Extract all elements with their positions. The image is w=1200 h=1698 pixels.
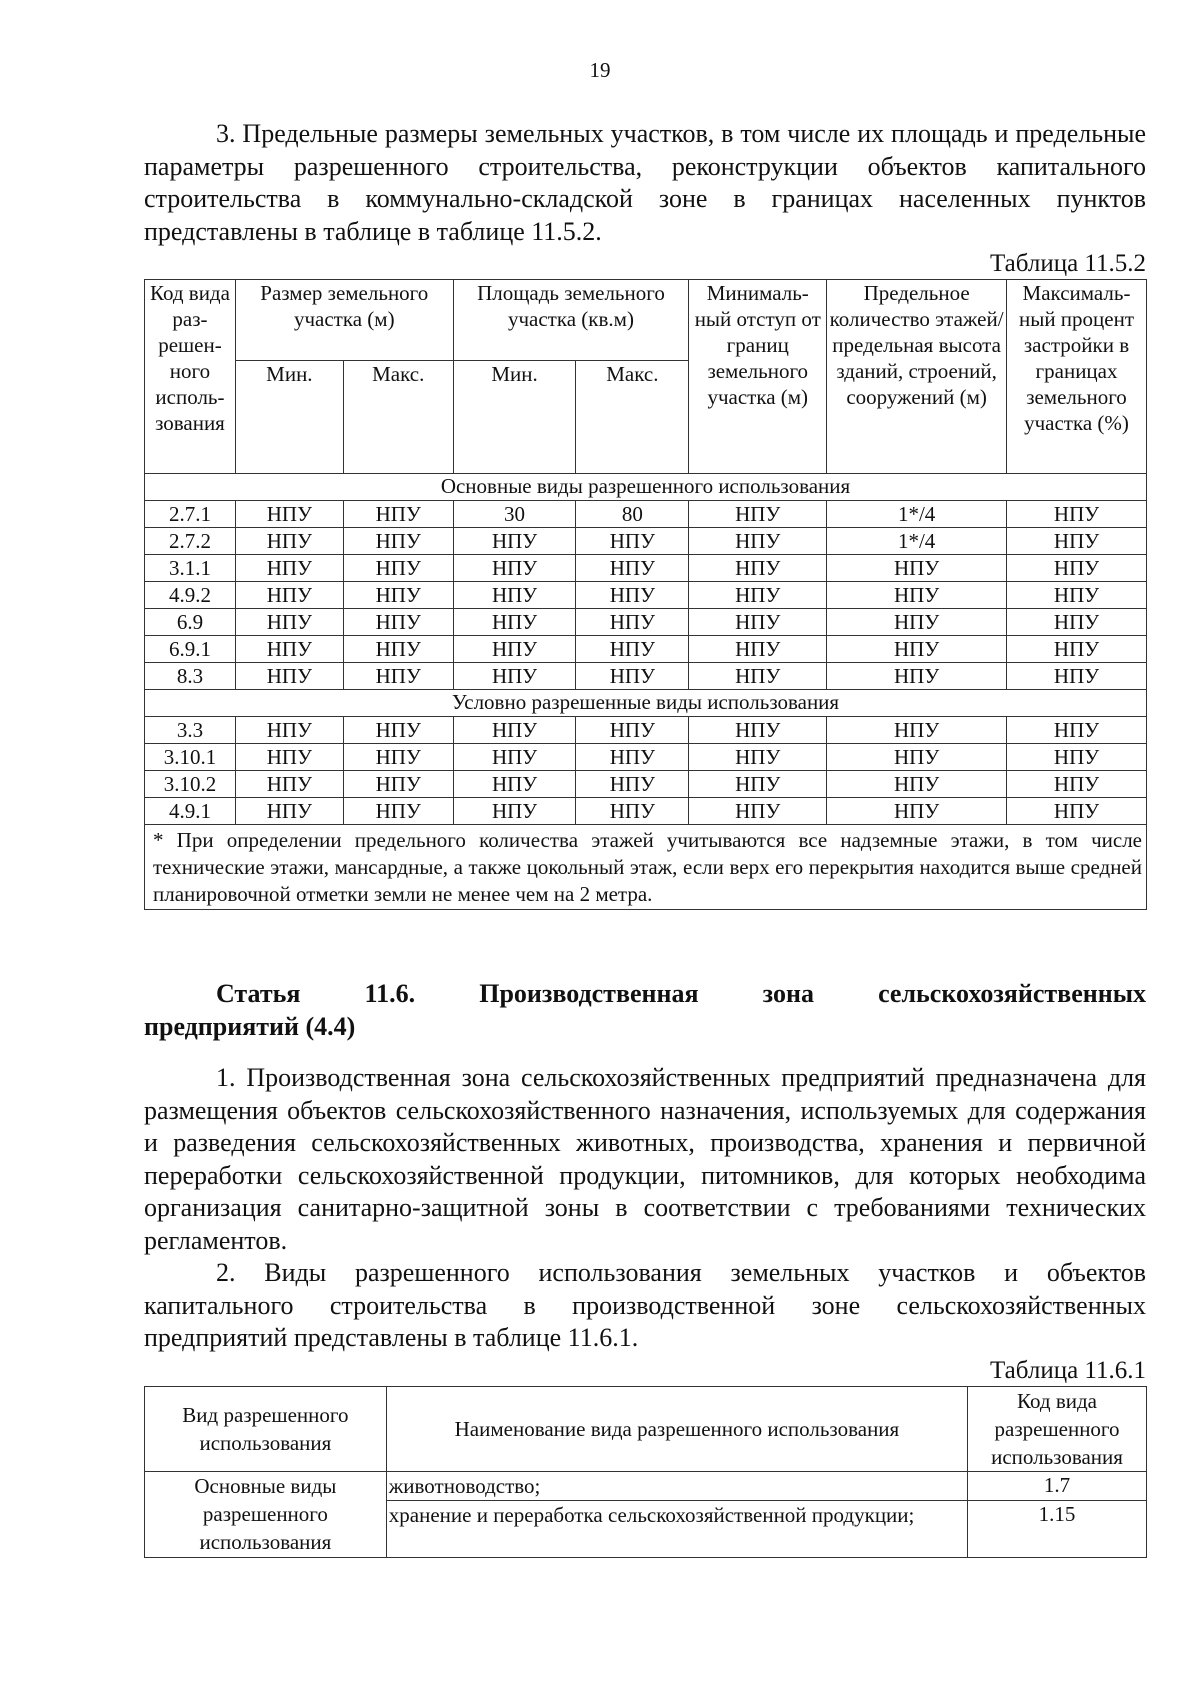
table-caption-11-6-1: Таблица 11.6.1 xyxy=(990,1357,1146,1384)
cell-size-max: НПУ xyxy=(343,717,453,744)
t2-header-kind: Вид разрешенного использования xyxy=(145,1387,387,1472)
t2-row-name: хранение и переработка сельскохозяйственной продукции; xyxy=(386,1501,967,1558)
cell-size-min: НПУ xyxy=(235,501,343,528)
cell-size-max: НПУ xyxy=(343,798,453,825)
table-row xyxy=(145,501,1147,528)
cell-code: 8.3 xyxy=(145,663,236,690)
cell-size-max: НПУ xyxy=(343,771,453,798)
cell-code: 3.3 xyxy=(145,717,236,744)
cell-code: 3.10.1 xyxy=(145,744,236,771)
cell-floors: 1*/4 xyxy=(827,501,1007,528)
article-paragraph-2: 2. Виды разрешенного использования земельных участков и объектов капитального строительства в производственной зоне сельскохозяйственных предприятий представлены в таблице 11.6.1. xyxy=(144,1258,1146,1352)
table-caption-11-5-2: Таблица 11.5.2 xyxy=(990,250,1146,277)
cell-setback: НПУ xyxy=(689,528,827,555)
cell-setback: НПУ xyxy=(689,501,827,528)
cell-setback: НПУ xyxy=(689,744,827,771)
cell-area-max: НПУ xyxy=(576,798,689,825)
header-area-min: Мин. xyxy=(453,361,576,474)
cell-coverage: НПУ xyxy=(1007,663,1147,690)
table-row xyxy=(145,663,1147,690)
cell-size-min: НПУ xyxy=(235,528,343,555)
table-row xyxy=(145,771,1147,798)
cell-area-min: НПУ xyxy=(453,555,576,582)
header-size: Размер земельного участка (м) xyxy=(235,280,453,361)
cell-floors: НПУ xyxy=(827,717,1007,744)
cell-size-min: НПУ xyxy=(235,636,343,663)
header-size-max: Макс. xyxy=(343,361,453,474)
cell-area-min: НПУ xyxy=(453,771,576,798)
cell-area-max: НПУ xyxy=(576,771,689,798)
cell-coverage: НПУ xyxy=(1007,555,1147,582)
cell-area-min: 30 xyxy=(453,501,576,528)
cell-code: 6.9.1 xyxy=(145,636,236,663)
cell-setback: НПУ xyxy=(689,636,827,663)
cell-area-max: НПУ xyxy=(576,717,689,744)
cell-setback: НПУ xyxy=(689,798,827,825)
article-heading-line2: предприятий (4.4) xyxy=(144,1011,356,1041)
table-conditional-rows xyxy=(145,717,1147,825)
table-row xyxy=(145,582,1147,609)
cell-area-min: НПУ xyxy=(453,744,576,771)
cell-coverage: НПУ xyxy=(1007,717,1147,744)
table-footnote: * При определении предельного количества этажей учитываются все надземные этажи, в том числе технические этажи, мансардные, а также цокольный этаж, если верх его перекрытия находится выше средней планировочной отметки земли не менее чем на 2 метра. xyxy=(145,825,1147,910)
cell-floors: НПУ xyxy=(827,798,1007,825)
table-main-rows xyxy=(145,501,1147,690)
page-number: 19 xyxy=(589,58,611,82)
cell-code: 4.9.1 xyxy=(145,798,236,825)
cell-setback: НПУ xyxy=(689,717,827,744)
cell-coverage: НПУ xyxy=(1007,528,1147,555)
cell-code: 4.9.2 xyxy=(145,582,236,609)
cell-area-max: 80 xyxy=(576,501,689,528)
table-row xyxy=(145,609,1147,636)
cell-floors: НПУ xyxy=(827,636,1007,663)
cell-floors: НПУ xyxy=(827,771,1007,798)
cell-size-max: НПУ xyxy=(343,609,453,636)
t2-row-code: 1.7 xyxy=(968,1472,1147,1501)
cell-size-min: НПУ xyxy=(235,582,343,609)
cell-coverage: НПУ xyxy=(1007,798,1147,825)
cell-area-min: НПУ xyxy=(453,528,576,555)
cell-area-max: НПУ xyxy=(576,582,689,609)
cell-floors: НПУ xyxy=(827,744,1007,771)
cell-size-min: НПУ xyxy=(235,717,343,744)
cell-size-min: НПУ xyxy=(235,609,343,636)
cell-size-min: НПУ xyxy=(235,771,343,798)
table-row xyxy=(145,798,1147,825)
cell-area-min: НПУ xyxy=(453,717,576,744)
header-area: Площадь земельного участка (кв.м) xyxy=(453,280,689,361)
article-heading xyxy=(144,978,1146,1043)
cell-coverage: НПУ xyxy=(1007,744,1147,771)
header-floors: Предельное количество этажей/ предельная высота зданий, строений, сооружений (м) xyxy=(827,280,1007,474)
table-row xyxy=(145,717,1147,744)
cell-area-min: НПУ xyxy=(453,636,576,663)
cell-setback: НПУ xyxy=(689,771,827,798)
cell-size-max: НПУ xyxy=(343,501,453,528)
cell-floors: НПУ xyxy=(827,555,1007,582)
cell-coverage: НПУ xyxy=(1007,609,1147,636)
table-row xyxy=(145,555,1147,582)
cell-area-min: НПУ xyxy=(453,609,576,636)
cell-area-max: НПУ xyxy=(576,609,689,636)
cell-floors: НПУ xyxy=(827,582,1007,609)
cell-size-max: НПУ xyxy=(343,555,453,582)
t2-group-label: Основные виды разрешенного использования xyxy=(145,1472,387,1558)
cell-code: 3.10.2 xyxy=(145,771,236,798)
section-main-label: Основные виды разрешенного использования xyxy=(145,474,1147,501)
header-setback: Минималь- ный отступ от границ земельного участка (м) xyxy=(689,280,827,474)
cell-coverage: НПУ xyxy=(1007,501,1147,528)
cell-area-max: НПУ xyxy=(576,528,689,555)
cell-code: 3.1.1 xyxy=(145,555,236,582)
cell-setback: НПУ xyxy=(689,663,827,690)
t2-row-code: 1.15 xyxy=(968,1501,1147,1558)
header-coverage: Максималь- ный процент застройки в границах земельного участка (%) xyxy=(1007,280,1147,474)
cell-size-min: НПУ xyxy=(235,798,343,825)
cell-code: 6.9 xyxy=(145,609,236,636)
header-area-max: Макс. xyxy=(576,361,689,474)
paragraph-3: 3. Предельные размеры земельных участков, в том числе их площадь и предельные параметры разрешенного строительства, реконструкции объектов капитального строительства в коммунально-складской зоне в границах населенных пунктов представлены в таблице в таблице 11.5.2. xyxy=(144,119,1146,246)
t2-row-name: животноводство; xyxy=(386,1472,967,1501)
cell-area-max: НПУ xyxy=(576,555,689,582)
table-row xyxy=(145,528,1147,555)
cell-coverage: НПУ xyxy=(1007,582,1147,609)
cell-area-min: НПУ xyxy=(453,663,576,690)
cell-size-min: НПУ xyxy=(235,663,343,690)
cell-floors: НПУ xyxy=(827,663,1007,690)
t2-header-name: Наименование вида разрешенного использования xyxy=(386,1387,967,1472)
cell-area-max: НПУ xyxy=(576,663,689,690)
cell-floors: 1*/4 xyxy=(827,528,1007,555)
cell-size-max: НПУ xyxy=(343,744,453,771)
header-code: Код вида раз- решен- ного исполь- зования xyxy=(145,280,236,474)
table-11-6-1 xyxy=(144,1386,1147,1558)
cell-setback: НПУ xyxy=(689,555,827,582)
table-row xyxy=(145,744,1147,771)
cell-area-max: НПУ xyxy=(576,744,689,771)
cell-setback: НПУ xyxy=(689,609,827,636)
cell-size-max: НПУ xyxy=(343,582,453,609)
cell-size-max: НПУ xyxy=(343,663,453,690)
cell-code: 2.7.2 xyxy=(145,528,236,555)
cell-area-min: НПУ xyxy=(453,582,576,609)
cell-floors: НПУ xyxy=(827,609,1007,636)
cell-size-min: НПУ xyxy=(235,744,343,771)
article-paragraph-1: 1. Производственная зона сельскохозяйственных предприятий предназначена для размещения объектов сельскохозяйственного назначения, используемых для содержания и разведения сельскохозяйственных животных, производства, хранения и первичной переработки сельскохозяйственной продукции, питомников, для которых необходима организация санитарно-защитной зоны в соответствии с требованиями технических регламентов. xyxy=(144,1063,1146,1255)
cell-coverage: НПУ xyxy=(1007,771,1147,798)
cell-size-min: НПУ xyxy=(235,555,343,582)
cell-area-max: НПУ xyxy=(576,636,689,663)
table-11-5-2 xyxy=(144,279,1147,910)
t2-header-code: Код вида разрешенного использования xyxy=(968,1387,1147,1472)
cell-size-max: НПУ xyxy=(343,528,453,555)
section-conditional-label: Условно разрешенные виды использования xyxy=(145,690,1147,717)
cell-coverage: НПУ xyxy=(1007,636,1147,663)
table-row xyxy=(145,636,1147,663)
article-heading-line1: Статья 11.6. Производственная зона сельскохозяйственных xyxy=(216,979,1146,1008)
header-size-min: Мин. xyxy=(235,361,343,474)
cell-setback: НПУ xyxy=(689,582,827,609)
cell-code: 2.7.1 xyxy=(145,501,236,528)
cell-area-min: НПУ xyxy=(453,798,576,825)
cell-size-max: НПУ xyxy=(343,636,453,663)
